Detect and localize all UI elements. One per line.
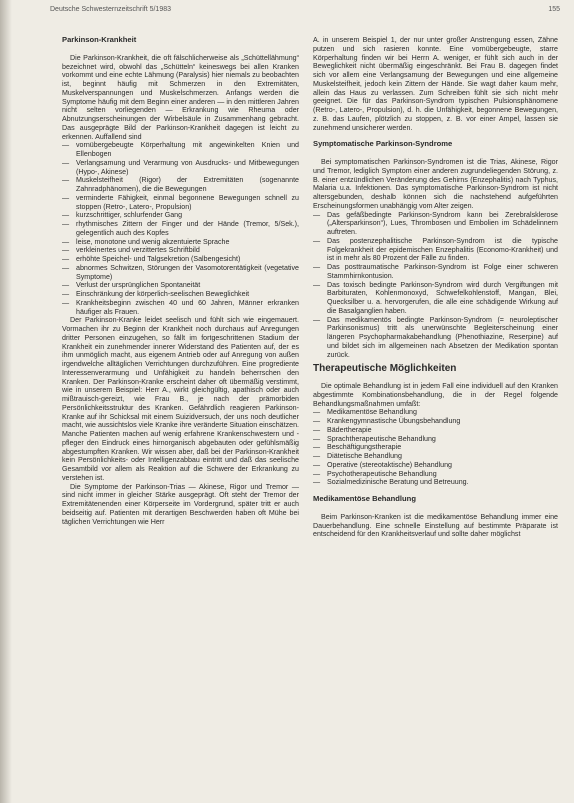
list-item: — erhöhte Speichel- und Talgsekretion (Salbengesicht) xyxy=(62,255,299,264)
list-item: — kurzschrittiger, schlurfender Gang xyxy=(62,211,299,220)
body-paragraph: Bei symptomatischen Parkinson-Syndromen ist die Trias, Akinese, Rigor und Tremor, lediglich Symptom einer anderen zugrundeliegenden Störung, z. B. einer entzündlichen Veränderung des Gehirns (Enzephalitis) nach Typhus, Malaria u.a. Infektionen. Das symptomatische Parkinson-Syndrom ist nicht altersgebunden, deshalb können sich die nachstehend aufgeführten Erscheinungsformen unabhängig vom Alter zeigen. xyxy=(313,158,558,210)
section-heading-parkinson: Parkinson-Krankheit xyxy=(62,35,137,44)
intro-paragraph: Die Parkinson-Krankheit, die oft fälschlicherweise als „Schüttellähmung“ bezeichnet wird, obwohl das „Schütteln“ keineswegs bei allen Kranken vorkommt und eine echte Lähmung (Paralysis) hier niemals zu beobachten ist, beginnt häufig mit Schmerzen in den Extremitäten, Muskelverspannungen und Muskelschmerzen. Anfangs werden die Symptome häufig mit dem Beginn einer anderen — in den mittleren Jahren nicht selten vorliegenden — Erkrankung wie Rheuma oder Abnutzungserscheinungen der Wirbelsäule in Zusammenhang gebracht. Das ausgeprägte Bild der Parkinson-Krankheit dagegen ist leicht zu erkennen. Auffallend sind xyxy=(62,53,299,141)
list-item: — Krankengymnastische Übungsbehandlung xyxy=(313,417,558,426)
list-item: — Das toxisch bedingte Parkinson-Syndrom wird durch Vergiftungen mit Barbituraten, Kohlenmonoxyd, Schwefelkohlenstoff, Mangan, Blei, Quecksilber u. a. hervorgerufen, die alle eine schädigende Wirkung auf die Basalganglien haben. xyxy=(313,281,558,316)
list-item: — Diätetische Behandlung xyxy=(313,452,558,461)
list-item: — rhythmisches Zittern der Finger und der Hände (Tremor, 5/Sek.), gelegentlich auch des Kopfes xyxy=(62,220,299,238)
body-paragraph: A. in unserem Beispiel 1, der nur unter großer Anstrengung essen, Zähne putzen und sich rasieren konnte. Eine vornübergebeugte, starre Körperhaltung finden wir bei Herrn A. weniger, er fühlt sich auch in der Beweglichkeit nicht übermäßig eingeschränkt. Bei Frau B. dagegen findet sich vor allem eine Verlangsamung der Bewegungen und eine allgemeine Muskelsteifheit, jedoch kein Zittern der Hände. Sie wagt daher kaum mehr, allein das Haus zu verlassen. Zum Schreiben fühlt sie sich nicht mehr geeignet. Die für das Parkinson-Syndrom typischen Pulsionsphänomene (Retro-, Latero-, Propulsion), d. h. die Unfähigkeit, begonnene Bewegungen, z. B. das Laufen, plötzlich zu stoppen, z. B. vor einer Ampel, lassen sie zunehmend unsicherer werden. xyxy=(313,36,558,132)
list-item: — abnormes Schwitzen, Störungen der Vasomotorentätigkeit (vegetative Symptome) xyxy=(62,264,299,282)
list-item: — Das medikamentös bedingte Parkinson-Syndrom (= neuroleptischer Parkinsonismus) tritt als unerwünschte Begleiterscheinung einer längeren Psychopharmakabehandlung (Phenothiazine, Reserpine) auf und bildet sich im allgemeinen nach Absetzen der Medikation spontan zurück. xyxy=(313,316,558,360)
list-item: — verkleinertes und verzittertes Schriftbild xyxy=(62,246,299,255)
list-item: — Das gefäßbedingte Parkinson-Syndrom kann bei Zerebralsklerose („Altersparkinson“), Lues, Thrombosen und Embolien im Schädelinnern auftreten. xyxy=(313,211,558,237)
list-item: — leise, monotone und wenig akzentuierte Sprache xyxy=(62,238,299,247)
list-item: — Verlangsamung und Verarmung von Ausdrucks- und Mitbewegungen (Hypo-, Akinese) xyxy=(62,159,299,177)
page-number: 155 xyxy=(548,6,560,13)
list-item: — Verlust der ursprünglichen Spontaneität xyxy=(62,281,299,290)
body-paragraph: Die Symptome der Parkinson-Trias — Akinese, Rigor und Tremor — sind nicht immer in gleicher Stärke ausgeprägt. Oft steht der Tremor der Extremitätenenden einer Körperseite im Vordergrund, später tritt er auch beidseitig auf. Patienten mit derartigen Beschwerden haben oft Mühe bei täglichen Verrichtungen wie Herr xyxy=(62,482,299,526)
right-column xyxy=(313,36,558,539)
body-paragraph: Der Parkinson-Kranke leidet seelisch und fühlt sich wie eingemauert. Vormachen ihr zu Beginn der Krankheit noch durchaus auf Anregungen dritter Personen einzugehen, so fällt im fortgeschrittenen Stadium der Krankheit ein zunehmender innerer Widerstand des Patienten auf, der es ihm unmöglich macht, aus eigenem Antrieb oder auf Anregung von außen irgendwelche alltäglichen Verrichtungen durchzuführen. Eine progrediente Interessenverarmung und Unfähigkeit zu handeln beherrschen den Kranken. Der Parkinson-Kranke erscheint daher oft übermäßig verstimmt, wie in unserem Beispiel: Herr A., wirkt gleichgültig, apathisch oder auch mißtrauisch-gereizt, wie Frau B., je nach der prämorbiden Persönlichkeitsstruktur des Kranken. Gefährdlich reagieren Parkinson-Kranke auf ihr Schicksal mit einem Suizidversuch, der uns noch deutlicher macht, wie aussichtslos viele Kranke ihre veränderte Situation einschätzen. Manche Patienten machen auf wenig erfahrene Krankenschwestern und -pfleger den Eindruck eines hirnorganisch abgebauten oder gefühlsmäßig abgestumpften Kranken. Wir wissen aber, daß bei der Parkinson-Krankheit kein Persönlichkeits- oder Intelligenzabbau eintritt und daß das seelische Gesamtbild vor allem als Reaktion auf die Schwere der Erkrankung zu verstehen ist. xyxy=(62,316,299,482)
section-heading-symptomatic: Symptomatische Parkinson-Syndrome xyxy=(313,139,453,149)
section-heading-medication: Medikamentöse Behandlung xyxy=(313,494,416,503)
journal-title: Deutsche Schwesternzeitschrift 5/1983 xyxy=(50,6,172,13)
list-item: — Krankheitsbeginn zwischen 40 und 60 Jahren, Männer erkranken häufiger als Frauen. xyxy=(62,299,299,317)
list-item: — Muskelsteifheit (Rigor) der Extremitäten (sogenannte Zahnradphänomen), die die Bewegungen xyxy=(62,176,299,194)
list-item: — verminderte Fähigkeit, einmal begonnene Bewegungen schnell zu stoppen (Retro-, Latero-, Propulsion) xyxy=(62,194,299,212)
list-item: — Psychotherapeutische Behandlung xyxy=(313,470,558,479)
syndrome-list xyxy=(313,211,558,360)
list-item: — Operative (stereotaktische) Behandlung xyxy=(313,461,558,470)
section-heading-therapy: Therapeutische Möglichkeiten xyxy=(313,363,457,375)
left-column xyxy=(62,36,299,526)
therapy-list xyxy=(313,408,558,487)
list-item: — Das posttraumatische Parkinson-Syndrom ist Folge einer schweren Stammhirnkontusion. xyxy=(313,263,558,281)
list-item: — Beschäftigungstherapie xyxy=(313,443,558,452)
symptom-list xyxy=(62,141,299,316)
body-paragraph: Die optimale Behandlung ist in jedem Fall eine individuell auf den Kranken abgestimmte Kombinationsbehandlung, die in der Regel folgende Behandlungsmaßnahmen umfaßt: xyxy=(313,382,558,408)
list-item: — Medikamentöse Behandlung xyxy=(313,408,558,417)
list-item: — Sprachtherapeutische Behandlung xyxy=(313,435,558,444)
list-item: — Bädertherapie xyxy=(313,426,558,435)
body-paragraph: Beim Parkinson-Kranken ist die medikamentöse Behandlung immer eine Dauerbehandlung. Eine schnelle Einstellung auf bestimmte Präparate ist entscheidend für den Krankheitsverlauf und sollte daher möglichst xyxy=(313,512,558,539)
running-header xyxy=(50,6,560,20)
list-item: — vornübergebeugte Körperhaltung mit angewinkelten Knien und Ellenbogen xyxy=(62,141,299,159)
list-item: — Einschränkung der körperlich-seelischen Beweglichkeit xyxy=(62,290,299,299)
list-item: — Sozialmedizinische Beratung und Betreuung. xyxy=(313,478,558,487)
list-item: — Das postenzephalitische Parkinson-Syndrom ist die typische Folgekrankheit der epidemischen Enzephalitis (Economo-Krankheit) und ist in mehr als 80 Prozent der Fälle zu finden. xyxy=(313,237,558,263)
page-gutter-shadow xyxy=(0,0,12,803)
